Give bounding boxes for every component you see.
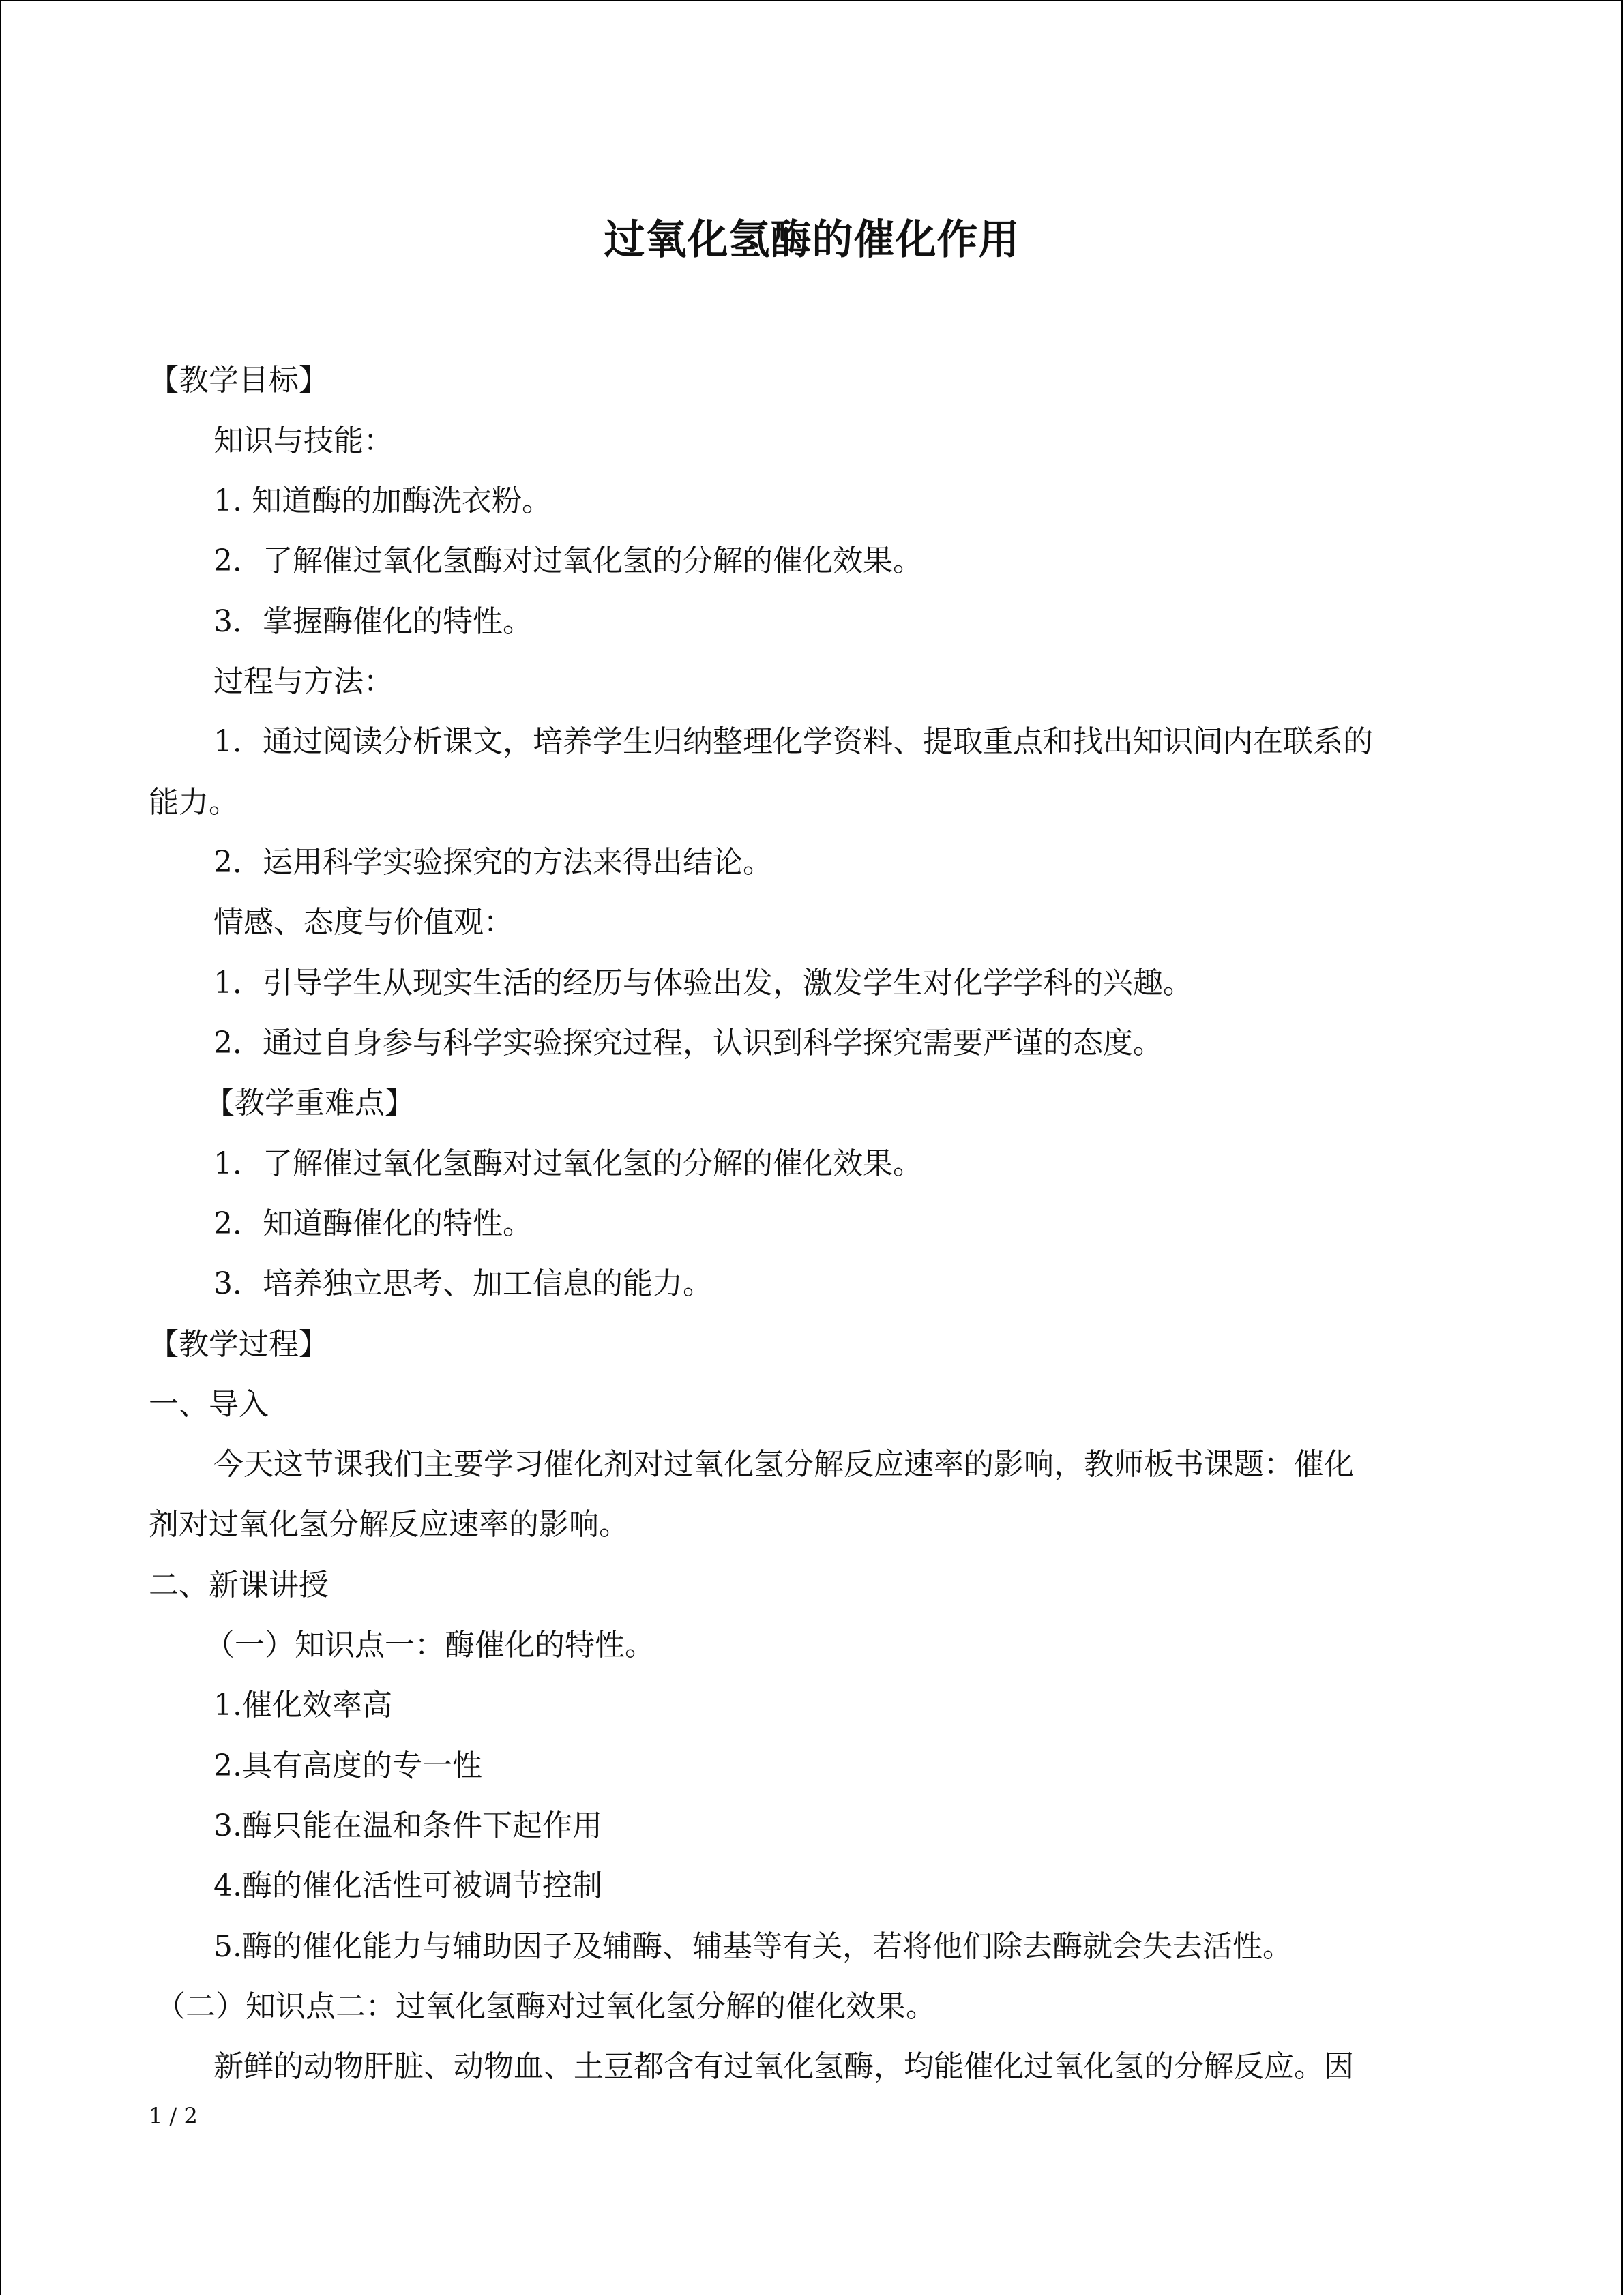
text-line: 2．知道酶催化的特性。: [213, 1206, 533, 1241]
text-line: 1.催化效率高: [213, 1688, 392, 1723]
text-line: 3．培养独立思考、加工信息的能力。: [213, 1266, 713, 1301]
text-line: 能力。: [149, 785, 239, 820]
text-line: 5.酶的催化能力与辅助因子及辅酶、辅基等有关，若将他们除去酶就会失去活性。: [213, 1929, 1293, 1964]
subheading-process-methods: 过程与方法：: [213, 664, 394, 699]
subheading-knowledge-point-2: （二）知识点二：过氧化氢酶对过氧化氢分解的催化效果。: [156, 1989, 936, 2024]
text-line: 1．引导学生从现实生活的经历与体验出发，激发学生对化学学科的兴趣。: [213, 966, 1193, 1000]
page-number: 1 / 2: [149, 2103, 198, 2129]
text-line: 2．通过自身参与科学实验探究过程，认识到科学探究需要严谨的态度。: [213, 1026, 1163, 1060]
text-line: 2．了解催过氧化氢酶对过氧化氢的分解的催化效果。: [213, 543, 923, 578]
text-line: 3.酶只能在温和条件下起作用: [213, 1808, 602, 1843]
section-heading-objectives: 【教学目标】: [149, 363, 329, 398]
text-line: 1. 知道酶的加酶洗衣粉。: [213, 483, 552, 518]
text-line: 2.具有高度的专一性: [213, 1748, 482, 1783]
text-line: 3．掌握酶催化的特性。: [213, 604, 533, 639]
text-line: 1．了解催过氧化氢酶对过氧化氢的分解的催化效果。: [213, 1146, 923, 1181]
text-line: 2．运用科学实验探究的方法来得出结论。: [213, 845, 773, 880]
text-line: 剂对过氧化氢分解反应速率的影响。: [149, 1507, 629, 1542]
text-line: 4.酶的催化活性可被调节控制: [213, 1868, 602, 1903]
document-title: 过氧化氢酶的催化作用: [604, 216, 1020, 264]
text-line: 1．通过阅读分析课文，培养学生归纳整理化学资料、提取重点和找出知识间内在联系的: [213, 724, 1373, 759]
subheading-knowledge-skills: 知识与技能：: [213, 423, 394, 458]
subheading-introduction: 一、导入: [149, 1387, 269, 1422]
section-heading-key-points: 【教学重难点】: [205, 1086, 415, 1120]
subheading-new-lesson: 二、新课讲授: [149, 1568, 329, 1602]
subheading-knowledge-point-1: （一）知识点一：酶催化的特性。: [205, 1628, 655, 1663]
subheading-emotions-values: 情感、态度与价值观：: [213, 905, 514, 940]
text-line: 今天这节课我们主要学习催化剂对过氧化氢分解反应速率的影响，教师板书课题：催化: [213, 1447, 1354, 1482]
text-line: 新鲜的动物肝脏、动物血、土豆都含有过氧化氢酶，均能催化过氧化氢的分解反应。因: [213, 2049, 1354, 2084]
section-heading-process: 【教学过程】: [149, 1327, 329, 1362]
